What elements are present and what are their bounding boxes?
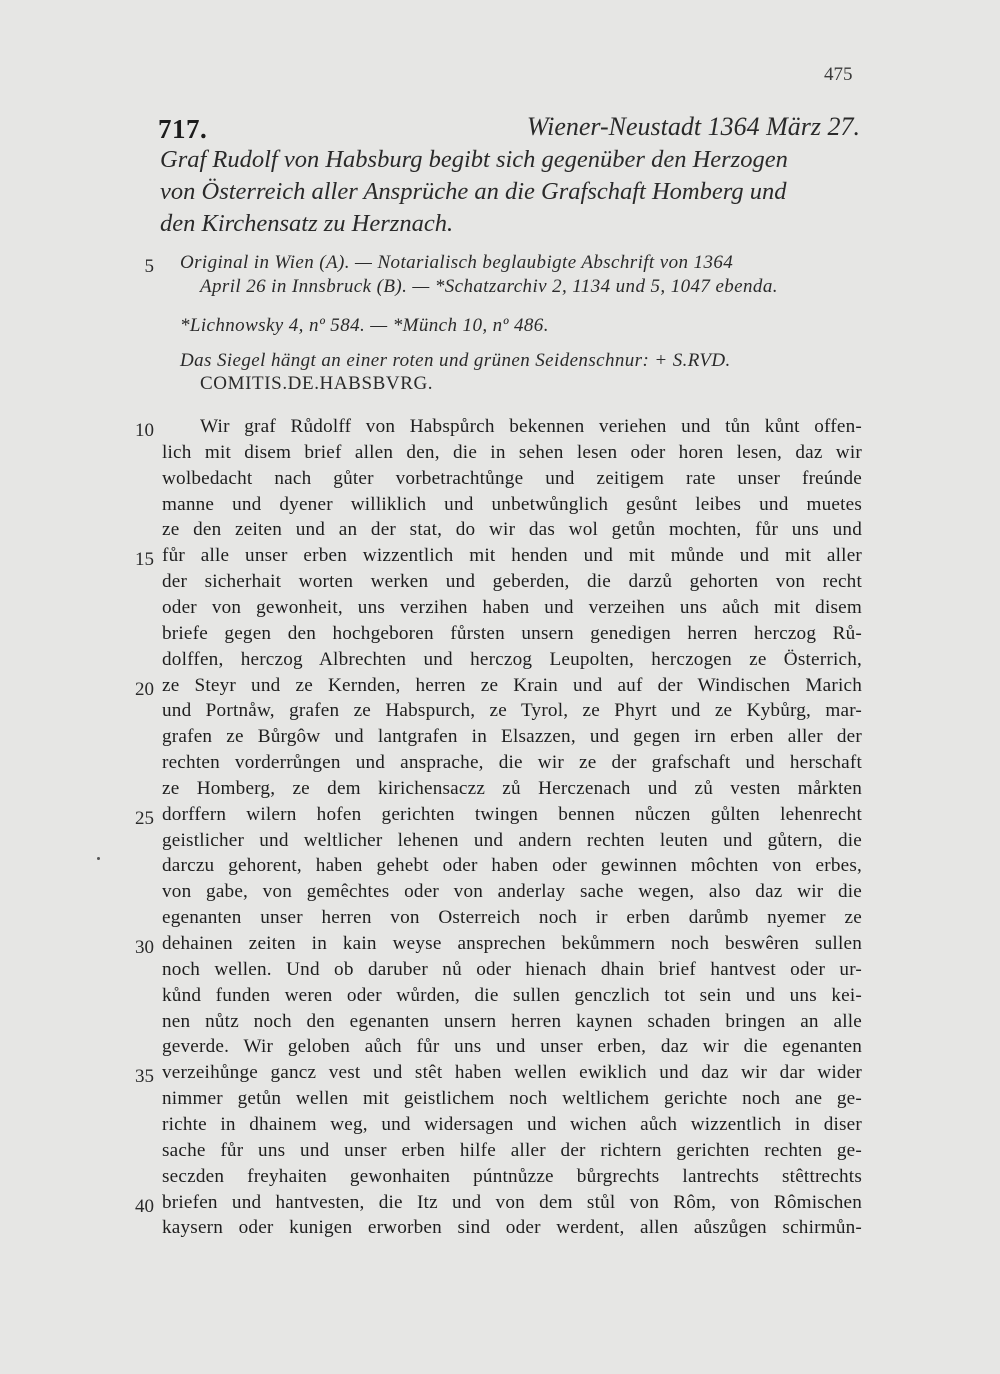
text-line: ze den zeiten und an der stat, do wir das wol getůn mochten, fůr uns und [162, 519, 862, 541]
text-line: sache fůr uns und unser erben hilfe aller der richtern gerichten rechten ge- [162, 1139, 862, 1161]
line-number: 20 [135, 678, 154, 700]
regest-summary [160, 144, 870, 240]
text-line: briefe gegen den hochgeboren fůrsten unsern genedigen herren herczog Rů- [162, 622, 862, 644]
text-line: Wir graf Růdolff von Habspůrch bekennen veriehen und tůn kůnt offen- [200, 416, 862, 437]
line-number: 40 [135, 1195, 154, 1217]
text-line: rechten vorderrůngen und ansprache, die wir ze der grafschaft und herschaft [162, 752, 862, 774]
text-line: kůnd funden weren oder wůrden, die sullen genczlich tot sein und uns kei- [162, 984, 862, 1006]
text-line: noch wellen. Und ob daruber nů oder hienach dhain brief hantvest oder ur- [162, 958, 862, 980]
text-line: geverde. Wir geloben aůch fůr uns und unser erben, daz wir die egenanten [162, 1036, 862, 1058]
text-line: dorffern wilern hofen gerichten twingen bennen nůczen gůlten lehenrecht [162, 803, 862, 825]
text-line: der sicherhait worten werken und geberden, die darzů gehorten von recht [162, 571, 862, 593]
place-date: Wiener-Neustadt 1364 März 27. [526, 112, 860, 141]
document-number: 717. [158, 114, 208, 144]
page-number: 475 [824, 64, 853, 85]
regest-line: von Österreich aller Ansprüche an die Grafschaft Homberg und [160, 178, 787, 205]
source-note: Original in Wien (A). — Notarialisch beglaubigte Abschrift von 1364 [180, 252, 734, 273]
seal-inscription: COMITIS.DE.HABSBVRG. [200, 373, 434, 394]
text-line: briefen und hantvesten, die Itz und von dem stůl von Rôm, von Rômischen [162, 1191, 862, 1213]
regest-line: Graf Rudolf von Habsburg begibt sich gegenüber den Herzogen [160, 146, 788, 173]
line-number: 10 [135, 420, 154, 441]
text-line: kaysern oder kunigen erworben sind oder werdent, allen aůszůgen schirmůn- [162, 1217, 862, 1239]
text-line: dehainen zeiten in kain weyse ansprechen bekůmmern noch beswêren sullen [162, 933, 862, 954]
line-number: 25 [135, 807, 154, 829]
text-line: egenanten unser herren von Osterreich noch ir erben darůmb nyemer ze [162, 907, 862, 929]
text-line: manne und dyener williklich und unbetwůnglich gesůnt leibes und muetes [162, 493, 862, 515]
text-line: geistlicher und weltlicher lehenen und andern rechten leuten und gůtern, die [162, 829, 862, 851]
paper-speck [97, 857, 100, 860]
line-number: 5 [144, 256, 154, 277]
text-line: nen nůtz noch den egenanten unsern herren kaynen schaden bringen an alle [162, 1010, 862, 1032]
text-line: von gabe, von gemêchtes oder von anderlay sache wegen, also daz wir die [162, 881, 862, 903]
text-line: fůr alle unser erben wizzentlich mit henden und mit můnde und mit aller [162, 545, 862, 567]
text-line: oder von gewonheit, uns verzihen haben und verzeihen uns aůch mit disem [162, 596, 862, 618]
text-line: und Portnåw, grafen ze Habspurch, ze Tyrol, ze Phyrt und ze Kybůrg, mar- [162, 700, 862, 722]
text-line: dolffen, herczog Albrechten und herczog Leupolten, herczogen ze Österrich, [162, 648, 862, 670]
text-line: darczu gehorent, haben gehebt oder haben oder gewinnen môchten von erbes, [162, 855, 862, 877]
text-line: grafen ze Bůrgôw und lantgrafen in Elsazzen, und gegen irn erben aller der [162, 726, 862, 748]
text-line: seczden freyhaiten gewonhaiten púntnůzze bůrgrechts lantrechts stêttrechts [162, 1165, 862, 1187]
line-number: 35 [135, 1066, 154, 1088]
text-line: richte in dhainem weg, und widersagen und wichen aůch wizzentlich in diser [162, 1113, 862, 1135]
line-number: 15 [135, 549, 154, 571]
source-note: *Lichnowsky 4, nº 584. — *Münch 10, nº 486. [180, 315, 549, 336]
text-line: ze Homberg, ze dem kirichensaczz zů Herczenach und zů vesten mårkten [162, 777, 862, 799]
seal-note: Das Siegel hängt an einer roten und grünen Seidenschnur: + S.RVD. [180, 350, 731, 371]
text-line: verzeihůnge gancz vest und stêt haben wellen ewiklich und daz wir dar wider [162, 1062, 862, 1084]
text-line: ze Steyr und ze Kernden, herren ze Krain und auf der Windischen Marich [162, 674, 862, 696]
text-line: nimmer getůn wellen mit geistlichem noch weltlichem gerichte noch ane ge- [162, 1088, 862, 1110]
line-number: 30 [135, 937, 154, 958]
text-line: wolbedacht nach gůter vorbetrachtůnge und zeitigem rate unser freúnde [162, 467, 862, 489]
text-line: lich mit disem brief allen den, die in sehen lesen oder horen lesen, daz wir [162, 441, 862, 463]
source-note: April 26 in Innsbruck (B). — *Schatzarchiv 2, 1134 und 5, 1047 ebenda. [200, 276, 778, 297]
regest-line: den Kirchensatz zu Herznach. [160, 210, 454, 237]
